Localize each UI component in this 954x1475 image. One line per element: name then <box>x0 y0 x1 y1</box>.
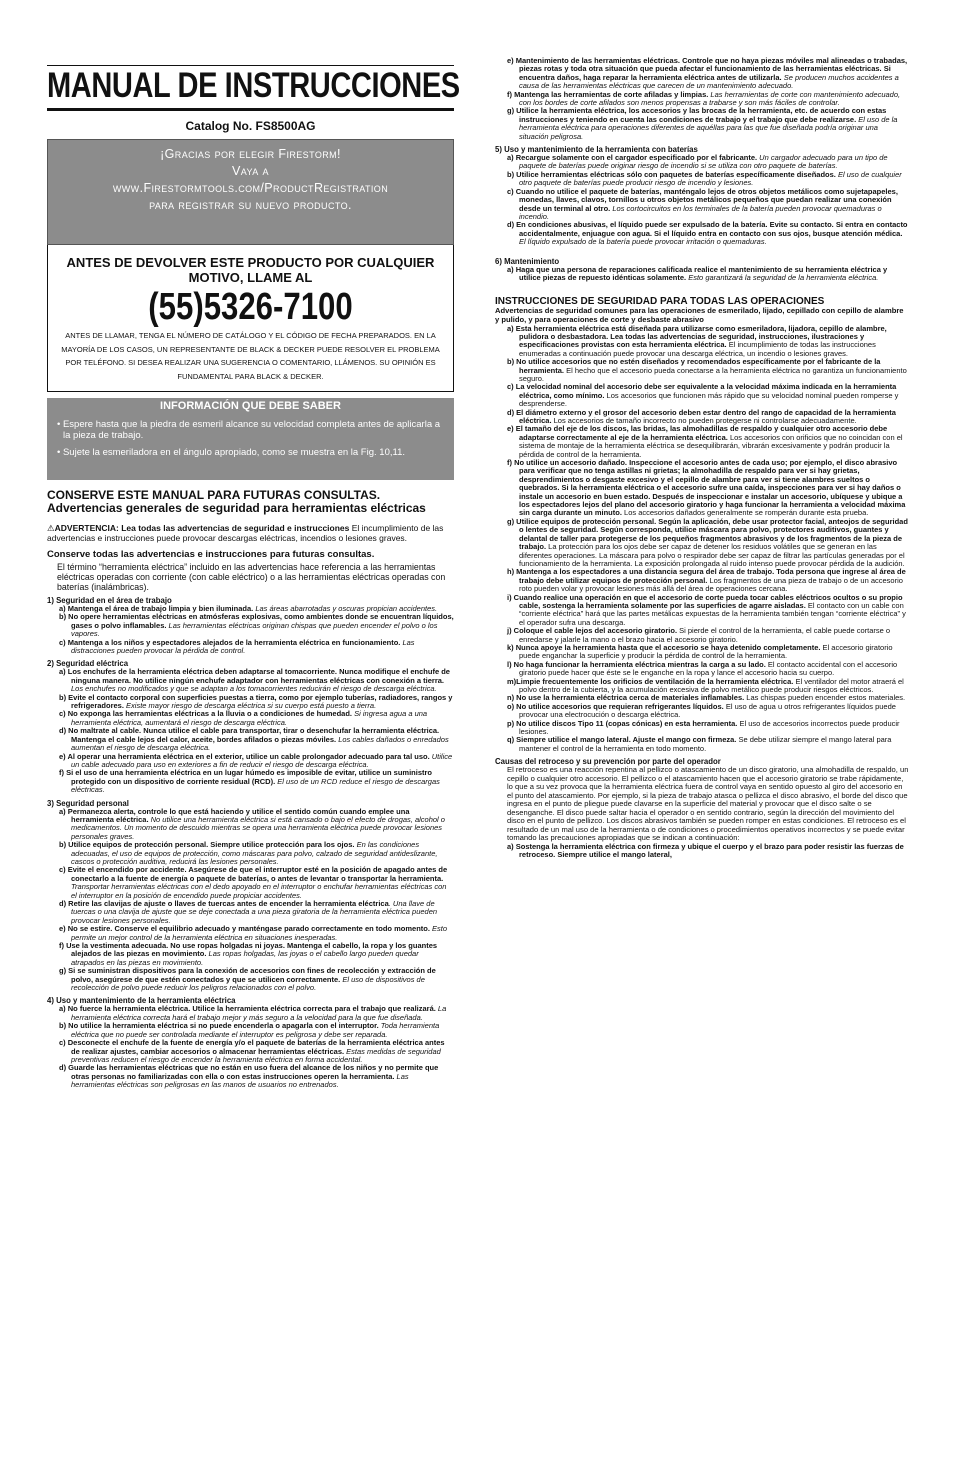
item-bold: c) No exponga las herramientas eléctricas a la lluvia o a condiciones de humedad. <box>59 709 353 719</box>
item-bold: c) Mantenga a los niños y espectadores alejados de la herramienta eléctrica en funcionamiento. <box>59 637 401 647</box>
warning-triangle-icon: ⚠ <box>47 523 55 533</box>
list-item <box>495 518 909 568</box>
list-item <box>47 668 454 693</box>
item-italic: Las herramientas eléctricas son peligrosas en las manos de usuarios no entrenados. <box>71 1071 409 1090</box>
item-text: El accesorio giratorio puede enganchar la superficie y producir la pérdida de control de la herramienta. <box>519 642 893 661</box>
item-bold: b) Evite el contacto corporal con superficies puestas a tierra, como por ejemplo tuberías, radiadores, rangos y refrigeradores. <box>59 692 453 711</box>
phone-number: (55)5326-7100 <box>148 286 353 328</box>
item-bold: g) Utilice equipos de protección personal. Según la aplicación, debe usar protector facial, anteojos de seguridad o lentes de seguridad. Según corresponda, utilice máscara para polvo, protectores auditivos, guantes y delantal de taller para protegerse de los pequeños fragmentos abrasivos y de los fragmentos de la pieza de trabajo. <box>507 516 908 552</box>
list-item <box>47 900 454 925</box>
left-column <box>47 62 460 1090</box>
item-italic: El uso de un RCD reduce el riesgo de descargas eléctricas. <box>71 776 440 795</box>
list-item <box>495 703 909 720</box>
section-heading: 6) Mantenimiento <box>495 256 560 266</box>
item-text: Los fragmentos de una pieza de trabajo o de un accesorio roto pueden volar y provocar lesiones más allá del área de operaciones cercana. <box>519 575 903 594</box>
item-bold: m)Limpie frecuentemente los orificios de ventilación de la herramienta eléctrica. <box>507 676 794 686</box>
list-item <box>495 325 909 359</box>
item-italic: Los cortocircuitos en los terminales de la batería pueden provocar quemaduras o incendio. <box>519 203 882 221</box>
item-bold: o) No utilice accesorios que requieran refrigerantes líquidos. <box>507 701 724 711</box>
item-bold: f) Si el uso de una herramienta eléctrica en un lugar húmedo es imposible de evitar, utilice un suministro protegido con un dispositivo de corriente residual (RCD). <box>59 768 433 786</box>
item-italic: Esto garantizará la seguridad de la herramienta eléctrica. <box>686 272 879 282</box>
list-item <box>47 694 454 711</box>
list-item <box>495 409 909 426</box>
maintenance-continued <box>495 57 909 141</box>
kickback-item-a-text: a) Sostenga la herramienta eléctrica con firmeza y ubique el cuerpo y el brazo para poder resistir las fuerzas de retroceso. Siempre utilice el mango lateral, <box>507 841 904 860</box>
item-italic: Los cables dañados o enredados aumentan el riesgo de descarga eléctrica. <box>71 734 449 753</box>
left-sections <box>47 596 454 1090</box>
page-title: MANUAL DE INSTRUCCIONES <box>47 66 460 105</box>
call-box <box>47 245 454 392</box>
list-item <box>47 639 454 656</box>
item-text: El contacto con un cable con “corriente eléctrica” hará que las partes metálicas expuestas de la herramienta también tengan “corriente eléctrica” y el operador sufra una descarga. <box>519 600 906 627</box>
list-item <box>47 925 454 942</box>
item-italic: Existe mayor riesgo de descarga eléctrica si su cuerpo está puesto a tierra. <box>123 701 377 711</box>
warning-paragraph <box>47 523 454 543</box>
kickback-title: Causas del retroceso y su prevención por parte del operador <box>495 757 721 767</box>
item-bold: g) Utilice la herramienta eléctrica, los accesorios y las brocas de la herramienta, etc. de acuerdo con estas instrucciones y teniendo en cuenta las condiciones de trabajo y el trabajo que debe realizarse. <box>507 106 887 124</box>
title-rule-bottom <box>47 108 454 111</box>
section-heading: 5) Uso y mantenimiento de la herramienta con baterías <box>495 145 698 155</box>
item-italic: Si ingresa agua a una herramienta eléctrica, aumentará el riesgo de descarga eléctrica. <box>71 709 428 727</box>
registration-link[interactable]: www.Firestormtools.com/ProductRegistration <box>112 181 389 195</box>
item-text: El uso de agua u otros refrigerantes líquidos puede provocar una electrocución o descarga eléctrica. <box>519 701 896 720</box>
list-item <box>495 57 909 91</box>
item-italic: . Una llave de tuercas o una clavija de ajuste que se deje conectada a una pieza giratoria de la herramienta eléctrica pueden provocar lesiones personales. <box>71 899 438 925</box>
item-bold: a) Los enchufes de la herramienta eléctrica deben adaptarse al tomacorriente. Nunca modifique el enchufe de ninguna manera. No utilice ningún enchufe adaptador con herramientas eléctricas con conexión a tierra. <box>59 667 450 685</box>
item-bold: b) Utilice herramientas eléctricas sólo con paquetes de baterías específicamente diseñados. <box>507 169 836 179</box>
item-italic: El uso de cualquier otro paquete de baterías puede producir riesgo de incendio y lesiones. <box>519 169 902 188</box>
item-text: Si pierde el control de la herramienta, el cable puede cortarse o enredarse y jalarle la mano o el brazo hacia el accesorio giratorio. <box>519 626 891 644</box>
item-text: El incumplimiento de todas las instrucciones enumeradas a continuación puede provocar una descarga eléctrica, un incendio o lesiones graves. <box>519 340 876 358</box>
item-text: Los accesorios que funcionen más rápido que su velocidad nominal pueden romperse y desprenderse. <box>519 390 899 409</box>
list-item <box>47 942 454 967</box>
item-italic: Utilice un cable adecuado para uso en exteriores a fin de reducir el riesgo de descarga eléctrica. <box>71 751 453 769</box>
conserve-instructions: Conserve todas las advertencias e instrucciones para futuras consultas. <box>47 549 375 560</box>
kickback-body: El retroceso es una reacción repentina al pellizco o atascamiento de un disco giratorio, una almohadilla de respaldo, un cepillo o cualquier otro accesorio. El pellizco o el atascamiento hacen que el accesorio giratorio se trabe rápidamente, lo que a su vez provoca que la herramienta eléctrica fuera de control vaya en sentido opuesto al giro del accesorio en el punto del atascamiento. Por ejemplo, si la pieza de trabajo atasca o pellizca el disco abrasivo, el borde del disco que ingresa en el punto de pliegue puede clavarse en la superficie del material y provocar que el disco salte o se desenganche. El disco puede saltar hacia el operador o en sentido contrario, según la dirección del movimiento del disco en el punto de pellizco. Los discos abrasivos también se pueden romper en estas condiciones. El retroceso es el resultado de un mal uso de la herramienta o de condiciones o procedimientos operativos incorrectos y se puede evitar tomando las precauciones apropiadas que se indican a continuación: <box>507 765 909 843</box>
item-bold: f) Mantenga las herramientas de corte afiladas y limpias. <box>507 89 709 99</box>
section-heading: 4) Uso y mantenimiento de la herramienta eléctrica <box>47 996 236 1006</box>
item-bold: a) Esta herramienta eléctrica está diseñada para utilizarse como esmeriladora, lijadora, cepillo de alambre, pulidora o desbastadora. Lea todas las advertencias de seguridad, instrucciones, ilustraciones y especificaciones provistas con esta herramienta eléctrica. <box>507 323 887 350</box>
item-bold: d) Guarde las herramientas eléctricas que no están en uso fuera del alcance de los niños y no permite que otras personas no familiarizadas con ella o con estas instrucciones operen la herramienta. <box>59 1063 439 1081</box>
item-bold: j) Coloque el cable lejos del accesorio giratorio. <box>507 626 678 636</box>
item-bold: a) Haga que una persona de reparaciones calificada realice el mantenimiento de su herramienta eléctrica y utilice piezas de repuesto idénticas solamente. <box>507 264 888 282</box>
list-item <box>47 1039 454 1064</box>
list-item <box>495 644 909 661</box>
item-bold: h) Mantenga a los espectadores a una distancia segura del área de trabajo. Toda persona que ingrese al área de trabajo debe utilizar equipos de protección personal. <box>507 567 906 585</box>
list-item <box>47 1064 454 1089</box>
item-bold: f) Use la vestimenta adecuada. No use ropas holgadas ni joyas. Mantenga el cabello, la ropa y los guantes alejados de las piezas en movimiento. <box>59 941 438 959</box>
item-italic: Las distracciones pueden provocar la pérdida de control. <box>71 637 415 656</box>
item-bold: e) Al operar una herramienta eléctrica en el exterior, utilice un cable prolongador adecuado para tal uso. <box>59 751 430 761</box>
item-bold: d) En condiciones abusivas, el líquido puede ser expulsado de la batería. Evite su contacto. Si entra en contacto accidentalmente, enjuague con agua. Si el líquido entra en contacto con sus ojos, busque atención médica. <box>507 220 908 238</box>
item-text: El hecho que el accesorio pueda conectarse a la herramienta eléctrica no garantiza un funcionamiento seguro. <box>519 365 907 383</box>
section-heading: 2) Seguridad eléctrica <box>47 659 129 669</box>
call-body: ANTES DE LLAMAR, TENGA EL NÚMERO DE CATÁLOGO Y EL CÓDIGO DE FECHA PREPARADOS. EN LA MAYORÍA DE LOS CASOS, UN REPRESENTANTE DE BLACK & DECKER PUEDE RESOLVER EL PROBLEMA POR TELÉFONO. SI DESEA REALIZAR UNA SUGERENCIA O COMENTARIO, LLÁMENOS. SU OPINIÓN ES FUNDAMENTAL PARA BLACK & DECKER. <box>61 331 440 381</box>
section-heading: 3) Seguridad personal <box>47 798 129 808</box>
list-item <box>47 753 454 770</box>
item-italic: Transportar herramientas eléctricas con el dedo apoyado en el interruptor o enchufar herramientas eléctricas con el interruptor en la posición de encendido puede propiciar accidentes. <box>71 882 447 900</box>
item-text: Los accesorios de tamaño incorrecto no pueden protegerse ni controlarse adecuadamente. <box>551 416 857 425</box>
item-italic: Un cargador adecuado para un tipo de paquete de baterías puede originar riesgo de incendio si se utiliza con otro paquete de baterías. <box>519 153 888 171</box>
list-item <box>47 808 454 842</box>
item-bold: k) Nunca apoye la herramienta hasta que el accesorio se haya detenido completamente. <box>507 642 821 652</box>
term-definition: El término “herramienta eléctrica” incluido en las advertencias hace referencia a las herramientas eléctricas operadas con corriente (con cable eléctrico) o a las herramientas eléctricas operadas con baterías (inalámbricas). <box>57 562 446 592</box>
item-text: El ventilador del motor atraerá el polvo dentro de la cubierta, y la acumulación excesiva de polvo metálico puede producir riesgos eléctricos. <box>519 676 904 694</box>
info-box <box>47 398 454 480</box>
info-bullet-2: • Sujete la esmeriladora en el ángulo apropiado, como se muestra en la Fig. 10,11. <box>57 447 405 458</box>
list-item <box>495 221 909 246</box>
list-item <box>47 727 454 752</box>
list-item <box>495 425 909 459</box>
section-spacer <box>495 247 909 253</box>
list-item <box>47 841 454 866</box>
item-bold: b) No utilice accesorios que no estén diseñados y recomendados específicamente por el fabricante de la herramienta. <box>507 357 881 375</box>
item-bold: c) Desconecte el enchufe de la fuente de energía y/o el paquete de baterías de la herramienta eléctrica antes de realizar ajustes, cambiar accesorios o almacenar herramientas eléctricas. <box>59 1038 445 1056</box>
item-italic: Los enchufes no modificados y que se adaptan a los tomacorrientes reducirán el riesgo de descarga eléctrica. <box>71 684 437 694</box>
list-item <box>47 769 454 794</box>
call-heading: ANTES DE DEVOLVER ESTE PRODUCTO POR CUALQUIER MOTIVO, LLAME AL <box>66 255 435 285</box>
list-item <box>495 266 909 283</box>
item-text: El uso de accesorios incorrectos puede producir lesiones. <box>519 718 900 737</box>
item-bold: a) Permanezca alerta, controle lo que está haciendo y utilice el sentido común cuando emplee una herramienta eléctrica. <box>59 806 410 824</box>
operations-title: INSTRUCCIONES DE SEGURIDAD PARA TODAS LAS OPERACIONES <box>495 296 825 308</box>
item-bold: e) Mantenimiento de las herramientas eléctricas. Controle que no haya piezas móviles mal alineadas o trabadas, piezas rotas y toda otra situación que pueda afectar el funcionamiento de las herramientas eléctricas. Si encuentra daños, haga reparar la herramienta eléctrica antes de utilizarla. <box>507 56 908 82</box>
list-item <box>495 91 909 108</box>
list-item <box>47 1005 454 1022</box>
registration-box <box>47 139 454 245</box>
item-italic: La herramienta eléctrica correcta hará el trabajo mejor y más seguro a la velocidad para la que fue diseñada. <box>71 1004 447 1022</box>
item-italic: Las ropas holgadas, las joyas o el cabello largo pueden quedar atrapados en las piezas en movimiento. <box>71 949 419 967</box>
item-bold: i) Cuando realice una operación en que el accesorio de corte pueda tocar cables eléctricos ocultos o su propio cable, sostenga la herramienta solamente por las superficies de agarre aisladas. <box>507 592 903 610</box>
item-italic: Toda herramienta eléctrica que no puede ser controlada mediante el interruptor es peligrosa y debe ser reparada. <box>71 1021 440 1039</box>
register-line: para registrar su nuevo producto. <box>149 198 352 212</box>
item-bold: c) La velocidad nominal del accesorio debe ser equivalente a la velocidad máxima indicada en la herramienta eléctrica, como mínimo. <box>507 382 897 400</box>
item-bold: l) No haga funcionar la herramienta eléctrica mientras la carga a su lado. <box>507 659 766 669</box>
thanks-line: ¡Gracias por elegir Firestorm! <box>160 147 341 161</box>
list-item <box>495 568 909 593</box>
list-item <box>495 459 909 518</box>
item-text: Los accesorios con orificios que no coincidan con el sistema de montaje de la herramienta eléctrica se desequilibrarán, vibrarán excesivamente y podrán producir la pérdida de control de la herramienta. <box>519 432 903 459</box>
item-text: El contacto accidental con el accesorio giratorio puede hacer que éste se le enganche en la ropa y lance el accesorio hacia su cuerpo. <box>519 659 898 678</box>
item-bold: f) No utilice un accesorio dañado. Inspeccione el accesorio antes de cada uso; por ejemplo, el disco abrasivo para verificar que no tenga astillas ni grietas; la almohadilla de respaldo para ver si hay grietas, desprendimientos o desgaste excesivo y el cepillo de alambre para ver si tiene alambres sueltos o quebrados. Si la herramienta eléctrica o el accesorio sufre una caída, inspecciones para ver si hay daños o instale un accesorio en buen estado. Después de inspeccionar e instalar un accesorio, ubíquese y ubique a los espectadores lejos del plano del accesorio giratorio y haga funcionar la herramienta a velocidad máxima sin carga durante un minuto. <box>507 458 906 518</box>
goto-line: Vaya a <box>232 164 269 178</box>
item-bold: p) No utilice discos Tipo 11 (copas cónicas) en esta herramienta. <box>507 718 738 728</box>
warning-text: El incumplimiento de las advertencias e instrucciones puede provocar descargas eléctricas, incendios o lesiones graves. <box>47 523 444 543</box>
item-italic: Las áreas abarrotadas y oscuras propician accidentes. <box>253 604 438 613</box>
list-item <box>47 866 454 900</box>
section-heading: 1) Seguridad en el área de trabajo <box>47 596 172 605</box>
item-text: Las chispas pueden encender estos materiales. <box>744 693 906 703</box>
right-column <box>495 57 909 860</box>
conserve-heading: CONSERVE ESTE MANUAL PARA FUTURAS CONSULTAS. <box>47 488 381 502</box>
list-item <box>495 627 909 644</box>
list-item <box>47 613 454 638</box>
list-item <box>495 661 909 678</box>
item-bold: a) Recargue solamente con el cargador especificado por el fabricante. <box>507 153 758 163</box>
operations-subtitle: Advertencias de seguridad comunes para las operaciones de esmerilado, lijado, cepillado con cepillo de alambre y pulido, y para operaciones de corte y desbaste abrasivo <box>495 306 904 324</box>
catalog-number: Catalog No. FS8500AG <box>185 119 316 133</box>
item-bold: g) Si se suministran dispositivos para la conexión de accesorios con fines de recolección y extracción de polvo, asegúrese de que estén conectados y que se utilicen correctamente. <box>59 966 436 984</box>
item-italic: El uso de la herramienta eléctrica para operaciones diferentes de aquéllas para las que fue diseñada podría originar una situación peligrosa. <box>519 114 898 141</box>
item-italic: En las condiciones adecuadas, el uso de equipos de protección, como máscaras para polvo, calzado de seguridad antideslizante, cascos o protección auditiva, reducirá las lesiones personales. <box>71 840 438 866</box>
item-italic: Se producen muchos accidentes a causa de las herramientas eléctricas que carecen de un mantenimiento adecuado. <box>519 72 899 91</box>
item-bold: n) No use la herramienta eléctrica cerca de materiales inflamables. <box>507 693 745 703</box>
item-bold: a) Mantenga el área de trabajo limpia y bien iluminada. <box>59 604 254 613</box>
item-italic: No utilice una herramienta eléctrica si está cansado o bajo el efecto de drogas, alcohol o medicamentos. Un momento de descuido mientras se opera una herramienta eléctrica puede provocar lesiones personales graves. <box>71 814 445 841</box>
item-bold: d) Retire las clavijas de ajuste o llaves de tuercas antes de encender la herramienta eléctrica <box>59 899 389 908</box>
item-bold: d) No maltrate al cable. Nunca utilice el cable para transportar, tirar o desenchufar la herramienta eléctrica. Mantenga el cable lejos del calor, aceite, bordes afilados o piezas móviles. <box>59 726 440 744</box>
item-bold: a) No fuerce la herramienta eléctrica. Utilice la herramienta eléctrica correcta para el trabajo que realizará. <box>59 1004 436 1014</box>
list-item <box>495 107 909 141</box>
list-item <box>495 383 909 408</box>
item-bold: c) Cuando no utilice el paquete de baterías, manténgalo lejos de otros objetos metálicos como sujetapapeles, monedas, llaves, clavos, tornillos u otros objetos metálicos pequeños que puedan realizar una conexión desde un terminal al otro. <box>507 186 898 213</box>
item-bold: e) El tamaño del eje de los discos, las bridas, las almohadillas de respaldo y cualquier otro accesorio debe adaptarse correctamente al eje de la herramienta eléctrica. <box>507 424 888 442</box>
item-bold: d) El diámetro externo y el grosor del accesorio deben estar dentro del rango de capacidad de la herramienta eléctrica. <box>507 407 896 425</box>
warning-bold: ADVERTENCIA: Lea todas las advertencias de seguridad e instrucciones <box>54 523 350 533</box>
item-text: Se debe utilizar siempre el mango lateral para mantener el control de la herramienta en todo momento. <box>519 735 892 753</box>
item-text: Los accesorios dañados generalmente se romperán durante esta prueba. <box>621 508 869 518</box>
item-bold: e) No se estire. Conserve el equilibrio adecuado y manténgase parado correctamente en todo momento. <box>59 924 430 934</box>
list-item <box>495 678 909 695</box>
list-item <box>495 188 909 222</box>
general-warnings-title: Advertencias generales de seguridad para herramientas eléctricas <box>47 501 426 515</box>
kickback-item-a <box>495 843 909 860</box>
item-bold: c) Evite el encendido por accidente. Asegúrese de que el interruptor esté en la posición de apagado antes de conectarlo a la fuente de energía o paquete de baterías, o antes de levantar o transportar la herramienta. <box>59 865 448 883</box>
list-item <box>47 1022 454 1039</box>
item-text: La protección para los ojos debe ser capaz de detener los residuos volátiles que se generan en las diferentes operaciones. La máscara para polvo o respirador debe ser capaz de filtrar las partículas generadas por el funcionamiento de la herramienta. La exposición prolongada al ruido intenso puede provocar pérdida de la audición. <box>519 542 905 568</box>
list-item <box>47 710 454 727</box>
item-italic: Las herramientas de corte con mantenimiento adecuado, con los bordes de corte afilados son menos propensas a trabarse y son más fáciles de controlar. <box>519 89 901 108</box>
item-bold: b) No opere herramientas eléctricas en atmósferas explosivas, como ambientes donde se encuentran líquidos, gases o polvo inflamables. <box>59 612 454 630</box>
list-item <box>495 736 909 753</box>
list-item <box>495 594 909 628</box>
list-item <box>495 171 909 188</box>
info-heading: INFORMACIÓN QUE DEBE SABER <box>160 400 341 412</box>
item-bold: q) Siempre utilice el mango lateral. Ajuste el mango con firmeza. <box>507 735 737 745</box>
list-item <box>47 967 454 992</box>
item-italic: El líquido expulsado de la batería puede provocar irritación o quemaduras. <box>519 237 767 247</box>
operations-items <box>495 325 909 754</box>
item-italic: El uso de dispositivos de recolección de polvo puede reducir los peligros relacionados con el polvo. <box>71 974 425 993</box>
item-bold: b) Utilice equipos de protección personal. Siempre utilice protección para los ojos. <box>59 840 355 850</box>
list-item <box>495 720 909 737</box>
item-italic: Las herramientas eléctricas originan chispas que pueden encender el polvo o los vapores. <box>71 620 438 639</box>
right-sections <box>495 145 909 282</box>
info-bullet-1: • Espere hasta que la piedra de esmeril alcance su velocidad completa antes de aplicarla a la pieza de trabajo. <box>57 419 441 441</box>
list-item <box>495 358 909 383</box>
item-italic: Esto permite un mejor control de la herramienta eléctrica en situaciones inesperadas. <box>71 924 448 942</box>
list-item <box>495 154 909 171</box>
item-bold: b) No utilice la herramienta eléctrica si no puede encenderla o apagarla con el interruptor. <box>59 1021 379 1031</box>
item-italic: Estas medidas de seguridad preventivas reducen el riesgo de encender la herramienta eléctrica en forma accidental. <box>71 1046 441 1064</box>
